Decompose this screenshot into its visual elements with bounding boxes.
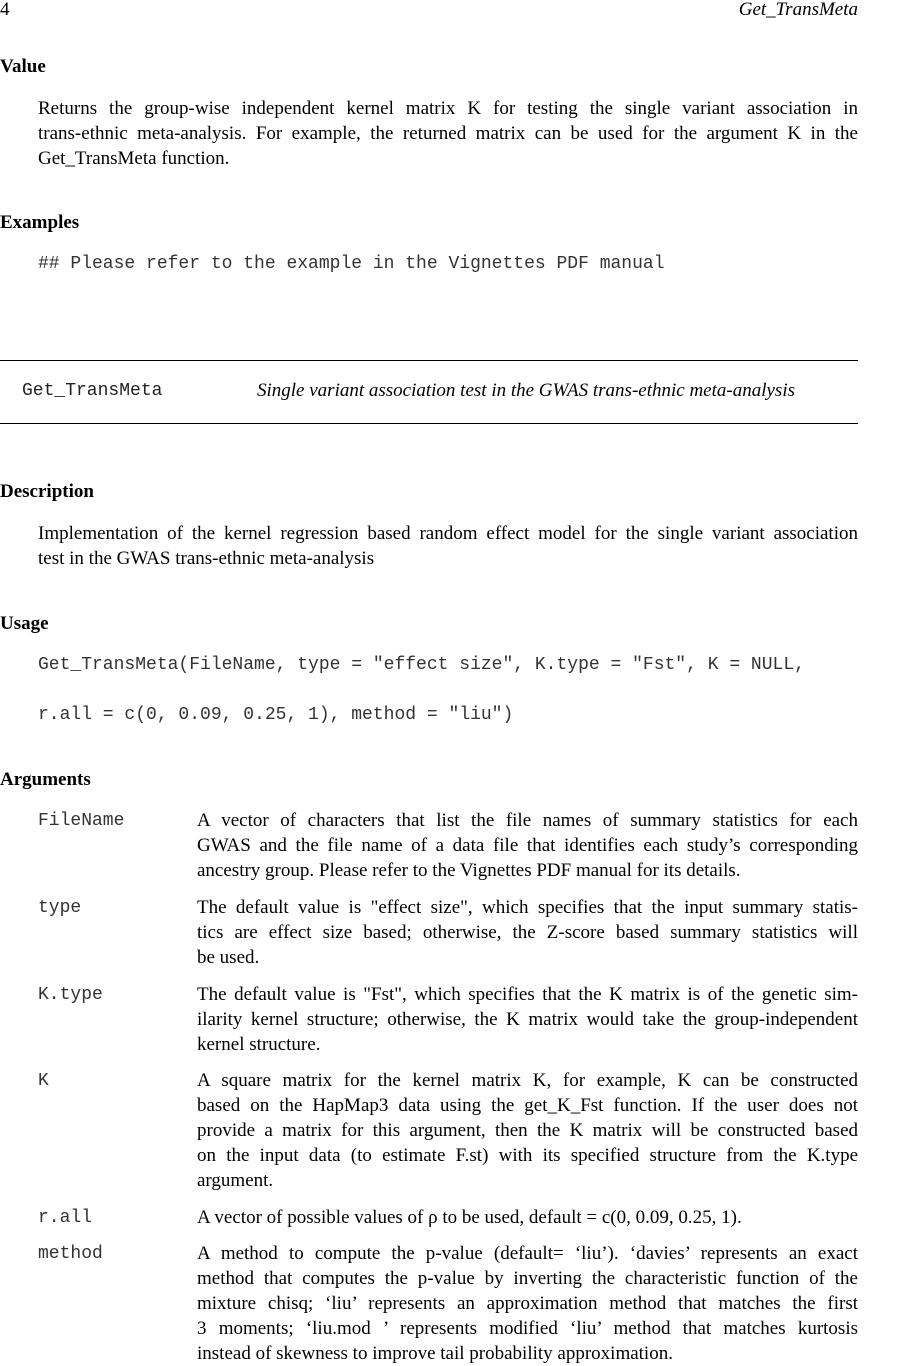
argument-description — [197, 982, 858, 1057]
arguments-heading: Arguments — [0, 769, 91, 790]
function-header-bottom-rule — [0, 423, 858, 424]
argument-description-line: argument. — [197, 1170, 274, 1191]
argument-name: K.type — [38, 985, 103, 1005]
argument-description — [197, 1241, 858, 1366]
argument-description-line: mixture chisq; ‘liu’ represents an approximation method that matches the first — [197, 1293, 858, 1314]
argument-description-line: tics are effect size based; otherwise, the Z-score based summary statistics will — [197, 922, 858, 943]
argument-name: FileName — [38, 811, 125, 831]
value-text: Returns the group-wise independent kernel matrix K for testing the single variant association in trans-ethnic meta-analysis. For example, the returned matrix can be used for the argument K in the Get_TransMeta function. — [38, 98, 858, 169]
description-text: Implementation of the kernel regression based random effect model for the single variant association test in the GWAS trans-ethnic meta-analysis — [38, 523, 858, 569]
argument-description — [197, 808, 858, 883]
usage-line-2: r.all = c(0, 0.09, 0.25, 1), method = "liu") — [38, 705, 514, 725]
usage-heading: Usage — [0, 613, 49, 634]
argument-name: K — [38, 1071, 49, 1091]
argument-description-line: ilarity kernel structure; otherwise, the K matrix would take the group-independent — [197, 1009, 858, 1030]
function-name: Get_TransMeta — [22, 381, 163, 401]
value-heading: Value — [0, 56, 46, 77]
page-number: 4 — [0, 0, 10, 20]
argument-description-line: based on the HapMap3 data using the get_K_Fst function. If the user does not — [197, 1095, 858, 1116]
argument-description-line: A vector of possible values of ρ to be used, default = c(0, 0.09, 0.25, 1). — [197, 1207, 742, 1228]
examples-heading: Examples — [0, 212, 80, 233]
argument-description-line: 3 moments; ‘liu.mod ’ represents modified ‘liu’ method that matches kurtosis — [197, 1318, 858, 1339]
running-title: Get_TransMeta — [738, 0, 858, 20]
argument-description — [197, 895, 858, 970]
function-header-top-rule — [0, 360, 858, 361]
argument-description — [197, 1068, 858, 1193]
argument-name: type — [38, 898, 82, 918]
usage-line-1: Get_TransMeta(FileName, type = "effect size", K.type = "Fst", K = NULL, — [38, 655, 805, 675]
argument-name: method — [38, 1244, 103, 1264]
argument-description-line: method that computes the p-value by inverting the characteristic function of the — [197, 1268, 858, 1289]
argument-description-line: A square matrix for the kernel matrix K, for example, K can be constructed — [197, 1070, 858, 1091]
argument-name: r.all — [38, 1208, 93, 1228]
argument-description-line: on the input data (to estimate F.st) with its specified structure from the K.type — [197, 1145, 858, 1166]
argument-description — [197, 1205, 858, 1230]
argument-description-line: kernel structure. — [197, 1034, 321, 1055]
argument-description-line: GWAS and the file name of a data file that identifies each study’s corresponding — [197, 835, 858, 856]
argument-description-line: The default value is "Fst", which specifies that the K matrix is of the genetic sim- — [197, 984, 858, 1005]
description-heading: Description — [0, 481, 94, 502]
argument-description-line: provide a matrix for this argument, then the K matrix will be constructed based — [197, 1120, 858, 1141]
examples-code: ## Please refer to the example in the Vignettes PDF manual — [38, 254, 665, 274]
argument-description-line: ancestry group. Please refer to the Vignettes PDF manual for its details. — [197, 860, 741, 881]
argument-description-line: instead of skewness to improve tail probability approximation. — [197, 1343, 673, 1364]
function-title: Single variant association test in the GWAS trans-ethnic meta-analysis — [257, 380, 795, 401]
argument-description-line: A vector of characters that list the file names of summary statistics for each — [197, 810, 858, 831]
argument-description-line: The default value is "effect size", which specifies that the input summary statis- — [197, 897, 858, 918]
argument-description-line: be used. — [197, 947, 260, 968]
argument-description-line: A method to compute the p-value (default= ‘liu’). ‘davies’ represents an exact — [197, 1243, 858, 1264]
